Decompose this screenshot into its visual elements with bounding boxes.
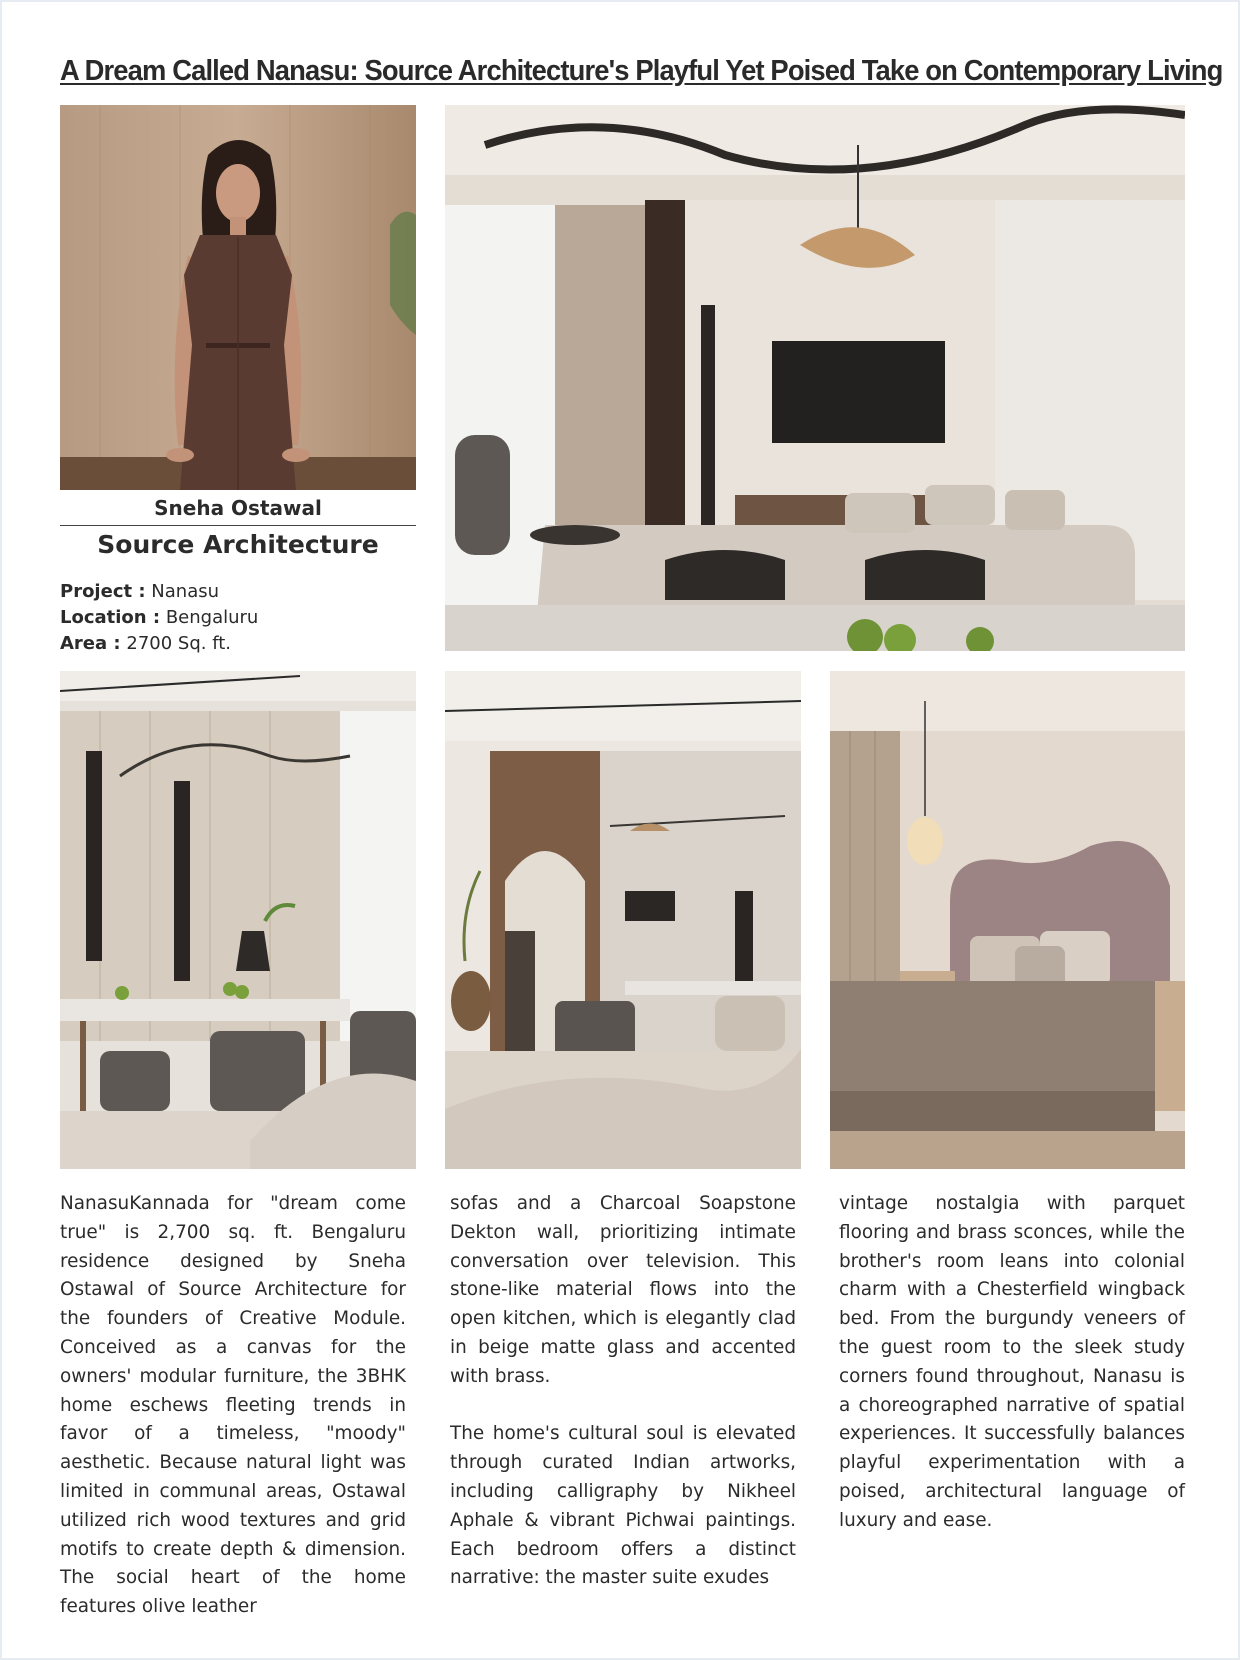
- dining-room-photo: [60, 671, 416, 1169]
- body-paragraph: vintage nostalgia with parquet flooring and brass sconces, while the brother's room leans into colonial charm with a Chesterfield wingback bed. From the burgundy veneers of the guest room to the sleek study corners found throughout, Nanasu is a choreographed narrative of spatial experiences. It successfully balances playful experimentation with a poised, architectural language of luxury and ease.: [839, 1193, 1185, 1531]
- portrait-photo: [60, 105, 416, 490]
- body-column-3: [839, 1190, 1185, 1564]
- project-value: Nanasu: [151, 581, 220, 602]
- arched-passage-photo: [445, 671, 801, 1169]
- bedroom-photo: [830, 671, 1185, 1169]
- area-row: [60, 631, 416, 657]
- body-paragraph: The home's cultural soul is elevated through curated Indian artworks, including calligraphy by Nikheel Aphale & vibrant Pichwai paintings. Each bedroom offers a distinct narrative: the master suite exudes: [450, 1423, 796, 1589]
- living-room-photo: [445, 105, 1185, 651]
- firm-name: Source Architecture: [97, 530, 379, 559]
- location-value: Bengaluru: [165, 607, 259, 628]
- body-paragraph: NanasuKannada for "dream come true" is 2,700 sq. ft. Bengaluru residence designed by Sneha Ostawal of Source Architecture for the founders of Creative Module. Conceived as a canvas for the owners' modular furniture, the 3BHK home eschews fleeting trends in favor of a timeless, "moody" aesthetic. Because natural light was limited in communal areas, Ostawal utilized rich wood textures and grid motifs to create depth & dimension. The social heart of the home features olive leather: [60, 1193, 406, 1618]
- body-column-2: [450, 1190, 796, 1622]
- article-title: A Dream Called Nanasu: Source Architecture's Playful Yet Poised Take on Contemporary Living: [60, 55, 1223, 87]
- body-paragraph: sofas and a Charcoal Soapstone Dekton wall, prioritizing intimate conversation over television. This stone-like material flows into the open kitchen, which is elegantly clad in beige matte glass and accented with brass.: [450, 1193, 796, 1387]
- body-column-1: [60, 1190, 406, 1651]
- project-label: Project :: [60, 581, 146, 602]
- area-label: Area :: [60, 633, 121, 654]
- location-label: Location :: [60, 607, 161, 628]
- location-row: [60, 605, 416, 631]
- designer-name: Sneha Ostawal: [154, 496, 322, 520]
- area-value: 2700 Sq. ft.: [126, 633, 231, 654]
- project-row: [60, 579, 416, 605]
- project-details: [60, 579, 416, 657]
- caption-divider: [60, 525, 416, 526]
